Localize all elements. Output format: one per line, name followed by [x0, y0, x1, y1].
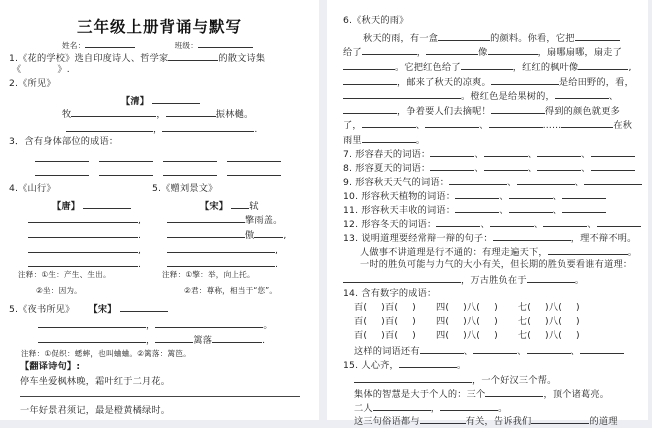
q6-blank[interactable]: [362, 118, 416, 128]
q13-line1: 13. 说明道理要经常辩一辩的句子： ，理不辩不明。: [343, 233, 637, 244]
q15-line4: 二人 ， 。: [354, 403, 508, 414]
q3-blank[interactable]: [163, 166, 217, 176]
q7-blank[interactable]: [537, 147, 581, 157]
name-field[interactable]: [85, 38, 135, 48]
q13-blank[interactable]: [548, 245, 628, 255]
q14-blank[interactable]: [420, 344, 464, 354]
q6-blank[interactable]: [555, 89, 609, 99]
q15-blank[interactable]: [485, 387, 543, 397]
q11-blank[interactable]: [455, 203, 499, 213]
q10-row: 10. 形容秋天植物的词语： 、 、: [343, 189, 606, 203]
q3-heading: 3．含有身体部位的成语：: [9, 136, 119, 147]
q13-blank[interactable]: [493, 231, 571, 241]
q6-blank[interactable]: [362, 133, 416, 143]
q5a-author-blank[interactable]: [231, 199, 249, 209]
q4-heading: 4.《山行》: [9, 183, 56, 194]
q6-blank[interactable]: [461, 60, 513, 70]
q6-line6: ，争着要人们去摘呢！ 得到的颜色就更多: [343, 104, 620, 118]
translation-line1: 停车坐爱枫林晚，霜叶红于二月花。: [20, 376, 171, 387]
q14-row: 百( )百( ) 四( )八( ) 七( )八( ): [354, 302, 580, 313]
q5a-note1: 注释：①擎：举，向上托。: [162, 270, 255, 279]
q15-blank[interactable]: [399, 358, 457, 368]
q8-blank[interactable]: [484, 161, 528, 171]
q3-blank[interactable]: [227, 166, 281, 176]
q5b-blank[interactable]: [38, 333, 146, 343]
q5b-blank[interactable]: [155, 318, 263, 328]
class-label: 班级：: [174, 41, 199, 50]
class-field[interactable]: [198, 38, 253, 48]
q15-blank[interactable]: [531, 414, 589, 424]
q6-line5: 。橙红色是给果树的， 、: [343, 89, 618, 103]
q14-row: 百( )百( ) 四( )八( ) 七( )八( ): [354, 316, 580, 327]
q5b-heading: 5.《夜书所见》 【宋】: [9, 302, 168, 316]
q2-line1: 牧 ， 振林樾。: [62, 109, 254, 120]
q6-blank[interactable]: [426, 45, 478, 55]
q5a-line4: .: [167, 257, 278, 271]
q8-blank[interactable]: [537, 161, 581, 171]
q5a-blank[interactable]: [254, 228, 283, 238]
q8-blank[interactable]: [591, 161, 635, 171]
q5a-blank[interactable]: [167, 257, 275, 267]
q9-blank[interactable]: [449, 175, 507, 185]
q13-blank[interactable]: [527, 273, 575, 283]
document-page-right: [327, 0, 648, 427]
q5a-dynasty-row: 【宋】 轼: [200, 201, 259, 212]
q12-blank[interactable]: [543, 217, 587, 227]
q2-blank-2[interactable]: [166, 107, 216, 117]
q6-line4: ，邮来了秋天的凉爽。 是给田野的，看，: [343, 75, 634, 89]
q12-blank[interactable]: [597, 217, 641, 227]
q6-blank[interactable]: [438, 31, 490, 41]
q6-blank[interactable]: [575, 31, 620, 41]
q3-blank[interactable]: [99, 166, 153, 176]
q3-blank[interactable]: [163, 152, 217, 162]
q6-blank[interactable]: [343, 89, 461, 99]
q13-line2: 人做事不讲道理是行不通的：有理走遍天下， 。: [360, 247, 638, 258]
q4-blank[interactable]: [28, 243, 138, 253]
q6-line2: 给了 ， 像 ，扇哪扇哪，扇走了: [343, 47, 623, 58]
q5a-heading: 5.《赠刘景文》: [152, 183, 218, 194]
q6-blank[interactable]: [561, 118, 613, 128]
q3-blank[interactable]: [227, 152, 281, 162]
q9-blank[interactable]: [517, 175, 575, 185]
q5b-blank[interactable]: [155, 333, 193, 343]
q10-blank[interactable]: [509, 189, 553, 199]
q7-blank[interactable]: [591, 147, 635, 157]
q12-row: 12. 形容冬天的词语： 、 、 、: [343, 217, 641, 231]
q13-line4: ，万古胜负在于 。: [343, 273, 584, 287]
q5a-line2: 傲 ,: [167, 228, 287, 242]
q5b-author-blank[interactable]: [120, 302, 168, 312]
q4-blank[interactable]: [28, 213, 138, 223]
q12-blank[interactable]: [490, 217, 534, 227]
q8-blank[interactable]: [430, 161, 474, 171]
q14-more: 这样的词语还有 、 、 、: [354, 344, 624, 358]
q4-line4: .: [28, 257, 141, 271]
q6-blank[interactable]: [488, 45, 538, 55]
translation-heading: 【翻译诗句】:: [20, 361, 81, 372]
q3-blank[interactable]: [35, 166, 89, 176]
q6-line7: 了， 、 、 …… 在秋: [343, 120, 633, 131]
q4-blank[interactable]: [28, 228, 138, 238]
q6-blank[interactable]: [489, 118, 543, 128]
q5b-blank[interactable]: [38, 318, 146, 328]
q6-heading: 6.《秋天的雨》: [343, 15, 409, 26]
q13-blank[interactable]: [343, 273, 461, 283]
document-page-left: [0, 0, 319, 420]
q1-line2: 《 》.: [12, 64, 70, 75]
q9-blank[interactable]: [584, 175, 642, 185]
q6-blank[interactable]: [343, 104, 397, 114]
q3-blank[interactable]: [99, 152, 153, 162]
q5b-line2: ， 篱落 .: [38, 333, 265, 347]
q9-row: 9. 形容秋天天气的词语： 、 、: [343, 175, 642, 189]
q11-blank[interactable]: [562, 203, 606, 213]
q3-row2: [35, 166, 281, 180]
q5b-line1: ， 。: [38, 318, 273, 332]
translation-line2: 一年好景君须记，最是橙黄橘绿时。: [20, 405, 171, 416]
q5a-blank[interactable]: [167, 228, 245, 238]
q14-blank[interactable]: [580, 344, 624, 354]
q6-blank[interactable]: [343, 75, 397, 85]
q6-blank[interactable]: [491, 75, 559, 85]
q14-heading: 14. 含有数字的成语：: [343, 288, 437, 299]
q4-note1: 注释：①生：产生、生出。: [18, 270, 111, 279]
q14-row: 百( )百( ) 四( )八( ) 七( )八( ): [354, 330, 580, 341]
q5b-note: 注释：①促织：蟋蟀，也叫蛐蛐。②篱落：篱笆。: [21, 349, 191, 358]
name-label: 姓名：: [62, 41, 86, 50]
q13-line3: 一时的胜负可能与力气的大小有关，但长期的胜负要看谁有道理：: [360, 259, 633, 270]
q2-dynasty-row: 【清】: [121, 94, 200, 108]
q14-blank[interactable]: [527, 344, 571, 354]
q2-line2: ， .: [66, 122, 258, 136]
q14-blank[interactable]: [473, 344, 517, 354]
q15-blank[interactable]: [420, 414, 466, 424]
q15-blank[interactable]: [440, 401, 498, 411]
q15-line2: ，一个好汉三个帮。: [354, 373, 557, 387]
q2-blank-3[interactable]: [66, 122, 153, 132]
q10-blank[interactable]: [455, 189, 499, 199]
q15-blank[interactable]: [373, 401, 431, 411]
q5a-blank[interactable]: [167, 243, 275, 253]
q10-blank[interactable]: [562, 189, 606, 199]
q4-line1: ,: [28, 213, 141, 227]
q4-note2: ②坐：因为。: [36, 286, 82, 295]
q15-line3: 集体的智慧是大于个人的：三个 ，顶个诸葛亮。: [354, 389, 610, 400]
q15-line5: 这三句俗语都与 有关，告诉我们 的道理: [354, 416, 618, 427]
q6-line3: 。它把红色给了 ，红红的枫叶像 ,: [343, 60, 632, 74]
q15-blank[interactable]: [354, 373, 472, 383]
q4-author-blank[interactable]: [83, 199, 131, 209]
name-class-row: [62, 38, 253, 52]
page-title: 三年级上册背诵与默写: [76, 18, 242, 36]
q6-blank[interactable]: [578, 60, 628, 70]
q4-line3: ,: [28, 243, 141, 257]
q11-blank[interactable]: [509, 203, 553, 213]
q5b-blank[interactable]: [212, 333, 262, 343]
q5a-line1: 擎雨盖。: [167, 213, 283, 227]
q4-line2: .: [28, 228, 141, 242]
q4-dynasty-row: 【唐】: [52, 199, 131, 213]
q6-line8: 雨里 。: [343, 135, 426, 146]
q7-blank[interactable]: [484, 147, 528, 157]
q2-heading: 2.《所见》: [9, 78, 56, 89]
q11-row: 11. 形容秋天丰收的词语： 、 、: [343, 203, 606, 217]
q2-author-blank[interactable]: [152, 94, 200, 104]
q7-row: 7. 形容春天的词语： 、 、 、: [343, 147, 635, 161]
q1-line1: 1.《花的学校》选自印度诗人、哲学家 的散文诗集: [9, 53, 266, 64]
q3-blank[interactable]: [35, 152, 89, 162]
q6-blank[interactable]: [425, 118, 479, 128]
q5a-blank[interactable]: [167, 213, 245, 223]
q6-blank[interactable]: [343, 60, 395, 70]
q2-blank-1[interactable]: [71, 107, 156, 117]
translation-answer-line[interactable]: [20, 396, 300, 397]
q7-blank[interactable]: [430, 147, 474, 157]
q8-row: 8. 形容夏天的词语： 、 、 、: [343, 161, 635, 175]
q6-blank[interactable]: [362, 45, 417, 55]
q1-blank-author[interactable]: [168, 51, 218, 61]
q12-blank[interactable]: [436, 217, 480, 227]
q6-line1: 秋天的雨，有一盒 的颜料。你看，它把: [343, 31, 620, 45]
q5a-line3: ,: [167, 243, 278, 257]
q5a-note2: ②君：尊称，相当于“您”。: [184, 286, 278, 295]
q4-blank[interactable]: [28, 257, 138, 267]
q15-line1: 15. 人心齐， 。: [343, 360, 467, 371]
q6-blank[interactable]: [491, 104, 545, 114]
q2-blank-4[interactable]: [162, 122, 254, 132]
q3-row1: [35, 152, 281, 166]
